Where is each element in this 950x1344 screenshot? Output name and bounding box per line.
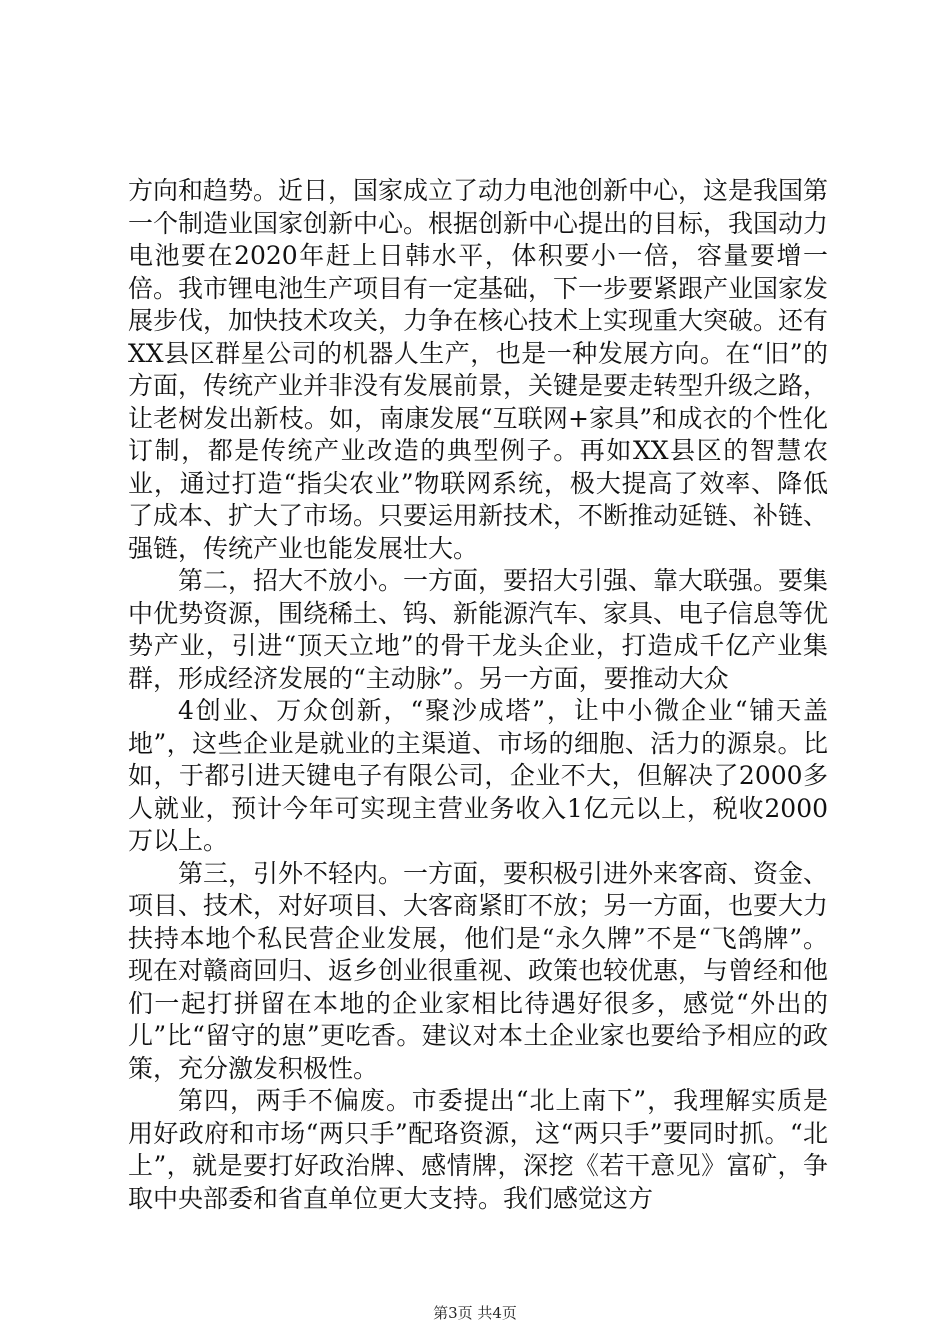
paragraph-3: 4创业、万众创新，“聚沙成塔”，让中小微企业“铺天盖地”，这些企业是就业的主渠道、市场的细胞、活力的源泉。比如，于都引进天键电子有限公司，企业不大，但解决了2000多人就业，预计今年可实现主营业务收入1亿元以上，税收2000万以上。: [128, 696, 829, 855]
paragraph-2: 第二，招大不放小。一方面，要招大引强、靠大联强。要集中优势资源，围绕稀土、钨、新能源汽车、家具、电子信息等优势产业，引进“顶天立地”的骨干龙头企业，打造成千亿产业集群，形成经济发展的“主动脉”。另一方面，要推动大众: [128, 566, 829, 693]
paragraph-1: 方向和趋势。近日，国家成立了动力电池创新中心，这是我国第一个制造业国家创新中心。根据创新中心提出的目标，我国动力电池要在2020年赶上日韩水平，体积要小一倍，容量要增一倍。我市锂电池生产项目有一定基础，下一步要紧跟产业国家发展步伐，加快技术攻关，力争在核心技术上实现重大突破。还有XX县区群星公司的机器人生产，也是一种发展方向。在“旧”的方面，传统产业并非没有发展前景，关键是要走转型升级之路，让老树发出新枝。如，南康发展“互联网+家具”和成衣的个性化订制，都是传统产业改造的典型例子。再如XX县区的智慧农业，通过打造“指尖农业”物联网系统，极大提高了效率、降低了成本、扩大了市场。只要运用新技术，不断推动延链、补链、强链，传统产业也能发展壮大。: [128, 176, 829, 563]
page-footer: 第3页 共4页: [433, 1304, 517, 1322]
paragraph-4: 第三，引外不轻内。一方面，要积极引进外来客商、资金、项目、技术，对好项目、大客商紧盯不放；另一方面，也要大力扶持本地个私民营企业发展，他们是“永久牌”不是“飞鸽牌”。现在对赣商回归、返乡创业很重视、政策也较优惠，与曾经和他们一起打拼留在本地的企业家相比待遇好很多，感觉“外出的儿”比“留守的崽”更吃香。建议对本土企业家也要给予相应的政策，充分激发积极性。: [128, 858, 829, 1083]
document-body: [128, 175, 828, 1215]
paragraph-5: 第四，两手不偏废。市委提出“北上南下”，我理解实质是用好政府和市场“两只手”配珞资源，这“两只手”要同时抓。“北上”，就是要打好政治牌、感情牌，深挖《若干意见》富矿，争取中央部委和省直单位更大支持。我们感觉这方: [128, 1086, 828, 1213]
